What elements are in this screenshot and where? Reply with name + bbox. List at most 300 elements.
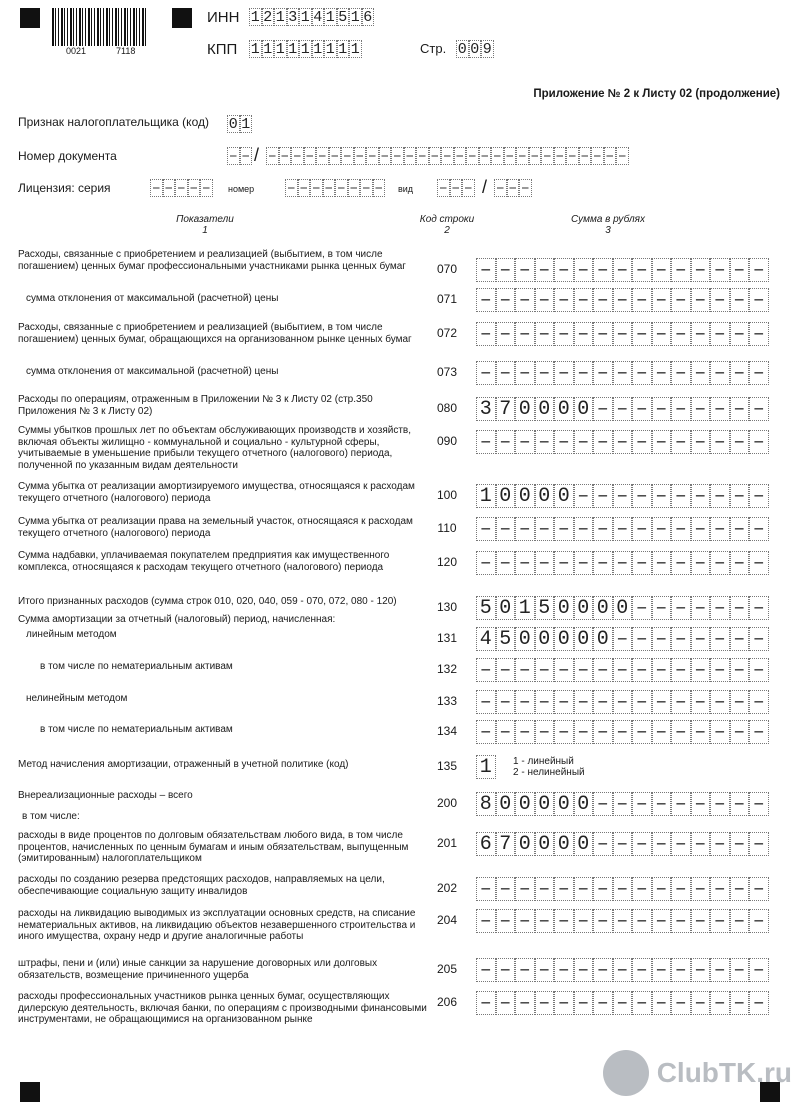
document-number-digit-cell[interactable]: –	[555, 148, 565, 165]
amount-digit-cell[interactable]: –	[574, 361, 594, 385]
amount-digit-cell[interactable]: –	[691, 288, 711, 312]
amount-digit-cell[interactable]: 0	[593, 627, 613, 651]
amount-digit-cell[interactable]: –	[730, 288, 750, 312]
amount-digit-cell[interactable]: –	[515, 909, 535, 933]
amount-digit-cell[interactable]: –	[730, 361, 750, 385]
amount-digit-cell[interactable]: –	[476, 958, 496, 982]
amount-digit-cell[interactable]: –	[652, 658, 672, 682]
amount-digit-cell[interactable]: –	[652, 832, 672, 856]
amount-digit-cell[interactable]: –	[574, 288, 594, 312]
amount-digit-cell[interactable]: –	[593, 397, 613, 421]
amount-digit-cell[interactable]: –	[535, 658, 555, 682]
amount-digit-cell[interactable]: –	[593, 909, 613, 933]
amount-digit-cell[interactable]: –	[593, 258, 613, 282]
amount-digit-cell[interactable]: –	[613, 991, 633, 1015]
amount-digit-cell[interactable]: –	[710, 258, 730, 282]
amount-digit-cell[interactable]: –	[476, 258, 496, 282]
amount-digit-cell[interactable]: –	[632, 690, 652, 714]
amount-digit-cell[interactable]: –	[691, 397, 711, 421]
amount-digit-cell[interactable]: –	[554, 720, 574, 744]
amount-digit-cell[interactable]: –	[496, 877, 516, 901]
amount-digit-cell[interactable]: –	[691, 258, 711, 282]
amount-digit-cell[interactable]: –	[496, 322, 516, 346]
kpp-digit-cell[interactable]: 1	[250, 41, 260, 58]
amount-digit-cell[interactable]: –	[554, 258, 574, 282]
amount-digit-cell[interactable]: –	[671, 991, 691, 1015]
inn-digit-cell[interactable]: 1	[325, 9, 335, 26]
amount-digit-cell[interactable]: –	[652, 792, 672, 816]
amount-digit-cell[interactable]: –	[749, 627, 769, 651]
license-number-digit-cell[interactable]: –	[286, 180, 296, 197]
amount-digit-cell[interactable]: –	[671, 258, 691, 282]
amount-digit-cell[interactable]: –	[515, 430, 535, 454]
kpp-digit-cell[interactable]: 1	[275, 41, 285, 58]
amount-digit-cell[interactable]: –	[730, 658, 750, 682]
amount-digit-cell[interactable]: –	[710, 832, 730, 856]
document-number-digit-cell[interactable]: –	[505, 148, 515, 165]
amount-digit-cell[interactable]: –	[554, 288, 574, 312]
amount-digit-cell[interactable]: –	[554, 361, 574, 385]
document-number-digit-cell[interactable]: –	[592, 148, 602, 165]
license-number-digit-cell[interactable]: –	[349, 180, 359, 197]
amount-digit-cell[interactable]: –	[652, 877, 672, 901]
amount-digit-cell[interactable]: –	[496, 288, 516, 312]
amount-digit-cell[interactable]: 0	[574, 627, 594, 651]
amount-digit-cell[interactable]: –	[574, 909, 594, 933]
amount-digit-cell[interactable]: –	[710, 397, 730, 421]
amount-digit-cell[interactable]: –	[515, 877, 535, 901]
amount-digit-cell[interactable]: –	[574, 551, 594, 575]
amount-digit-cell[interactable]: –	[730, 627, 750, 651]
amount-digit-cell[interactable]: –	[496, 430, 516, 454]
document-number-digit-cell[interactable]: –	[455, 148, 465, 165]
document-number-digit-cell[interactable]: –	[228, 148, 238, 165]
amount-digit-cell[interactable]: 0	[515, 792, 535, 816]
amount-digit-cell[interactable]: –	[632, 551, 652, 575]
taxpayer-sign-digit-cell[interactable]: 1	[241, 116, 251, 133]
amount-digit-cell[interactable]: –	[671, 322, 691, 346]
document-number-digit-cell[interactable]: –	[530, 148, 540, 165]
amount-digit-cell[interactable]: –	[691, 430, 711, 454]
amount-digit-cell[interactable]: –	[730, 792, 750, 816]
amount-digit-cell[interactable]: –	[671, 720, 691, 744]
amount-digit-cell[interactable]: –	[593, 832, 613, 856]
page-digit-cell[interactable]: 9	[482, 41, 492, 58]
amount-digit-cell[interactable]: –	[593, 322, 613, 346]
amount-digit-cell[interactable]: –	[515, 690, 535, 714]
amount-digit-cell[interactable]: –	[632, 991, 652, 1015]
amount-digit-cell[interactable]: 7	[496, 397, 516, 421]
amount-digit-cell[interactable]: –	[710, 484, 730, 508]
amount-digit-cell[interactable]: –	[730, 832, 750, 856]
kpp-digit-cell[interactable]: 1	[313, 41, 323, 58]
document-number-digit-cell[interactable]: –	[241, 148, 251, 165]
license-number-digit-cell[interactable]: –	[374, 180, 384, 197]
license-series-digit-cell[interactable]: –	[151, 180, 161, 197]
amount-digit-cell[interactable]: 0	[515, 484, 535, 508]
inn-digit-cell[interactable]: 1	[275, 9, 285, 26]
amount-digit-cell[interactable]: –	[710, 658, 730, 682]
kpp-digit-cell[interactable]: 1	[288, 41, 298, 58]
amount-digit-cell[interactable]: –	[730, 484, 750, 508]
amount-digit-cell[interactable]: 0	[574, 397, 594, 421]
amount-digit-cell[interactable]: –	[613, 877, 633, 901]
amount-digit-cell[interactable]: –	[710, 958, 730, 982]
inn-digit-cell[interactable]: 4	[313, 9, 323, 26]
amount-digit-cell[interactable]: –	[496, 258, 516, 282]
license-number-digit-cell[interactable]: –	[324, 180, 334, 197]
amount-digit-cell[interactable]: –	[652, 517, 672, 541]
amount-digit-cell[interactable]: –	[613, 361, 633, 385]
amount-digit-cell[interactable]: 0	[554, 397, 574, 421]
document-number-digit-cell[interactable]: –	[330, 148, 340, 165]
document-number-digit-cell[interactable]: –	[280, 148, 290, 165]
amount-digit-cell[interactable]: –	[496, 991, 516, 1015]
amount-digit-cell[interactable]: –	[632, 832, 652, 856]
kpp-digit-cell[interactable]: 1	[350, 41, 360, 58]
amount-digit-cell[interactable]: –	[710, 430, 730, 454]
amount-digit-cell[interactable]: –	[730, 517, 750, 541]
amount-digit-cell[interactable]: –	[691, 832, 711, 856]
amount-digit-cell[interactable]: –	[593, 517, 613, 541]
amount-digit-cell[interactable]: 0	[535, 832, 555, 856]
amount-digit-cell[interactable]: –	[554, 909, 574, 933]
amount-digit-cell[interactable]: –	[710, 627, 730, 651]
amount-digit-cell[interactable]: –	[691, 877, 711, 901]
amount-digit-cell[interactable]: 1	[515, 596, 535, 620]
amount-digit-cell[interactable]: –	[593, 430, 613, 454]
amount-digit-cell[interactable]: –	[652, 288, 672, 312]
amount-digit-cell[interactable]: –	[691, 551, 711, 575]
kpp-digit-cell[interactable]: 1	[338, 41, 348, 58]
amount-digit-cell[interactable]: –	[535, 720, 555, 744]
license-number-digit-cell[interactable]: –	[336, 180, 346, 197]
amount-digit-cell[interactable]: –	[730, 991, 750, 1015]
amount-digit-cell[interactable]: –	[535, 517, 555, 541]
amount-digit-cell[interactable]: –	[632, 627, 652, 651]
amount-digit-cell[interactable]: –	[652, 430, 672, 454]
amount-digit-cell[interactable]: –	[613, 958, 633, 982]
amount-digit-cell[interactable]: 1	[476, 755, 496, 779]
document-number-digit-cell[interactable]: –	[392, 148, 402, 165]
amount-digit-cell[interactable]: –	[476, 991, 496, 1015]
amount-digit-cell[interactable]: –	[574, 258, 594, 282]
amount-digit-cell[interactable]: 0	[554, 596, 574, 620]
amount-digit-cell[interactable]: –	[554, 958, 574, 982]
inn-digit-cell[interactable]: 1	[300, 9, 310, 26]
amount-digit-cell[interactable]: –	[730, 258, 750, 282]
license-number-digit-cell[interactable]: –	[311, 180, 321, 197]
amount-digit-cell[interactable]: –	[691, 909, 711, 933]
license-number-digit-cell[interactable]: –	[299, 180, 309, 197]
amount-digit-cell[interactable]: –	[613, 322, 633, 346]
amount-digit-cell[interactable]: –	[749, 596, 769, 620]
kpp-digit-cell[interactable]: 1	[263, 41, 273, 58]
kpp-digit-cell[interactable]: 1	[325, 41, 335, 58]
amount-digit-cell[interactable]: –	[632, 720, 652, 744]
amount-digit-cell[interactable]: –	[535, 958, 555, 982]
amount-digit-cell[interactable]: –	[632, 792, 652, 816]
amount-digit-cell[interactable]: –	[691, 361, 711, 385]
amount-digit-cell[interactable]: –	[554, 551, 574, 575]
amount-digit-cell[interactable]: –	[496, 720, 516, 744]
amount-digit-cell[interactable]: 5	[535, 596, 555, 620]
amount-digit-cell[interactable]: –	[671, 430, 691, 454]
amount-digit-cell[interactable]: –	[535, 991, 555, 1015]
amount-digit-cell[interactable]: –	[574, 322, 594, 346]
amount-digit-cell[interactable]: –	[574, 958, 594, 982]
document-number-digit-cell[interactable]: –	[567, 148, 577, 165]
amount-digit-cell[interactable]: –	[496, 551, 516, 575]
amount-digit-cell[interactable]: –	[593, 361, 613, 385]
license-number-digit-cell[interactable]: –	[361, 180, 371, 197]
amount-digit-cell[interactable]: –	[710, 792, 730, 816]
amount-digit-cell[interactable]: –	[632, 877, 652, 901]
amount-digit-cell[interactable]: –	[593, 991, 613, 1015]
amount-digit-cell[interactable]: –	[691, 596, 711, 620]
amount-digit-cell[interactable]: –	[535, 909, 555, 933]
amount-digit-cell[interactable]: –	[749, 551, 769, 575]
document-number-digit-cell[interactable]: –	[292, 148, 302, 165]
amount-digit-cell[interactable]: –	[496, 909, 516, 933]
document-number-digit-cell[interactable]: –	[342, 148, 352, 165]
inn-digit-cell[interactable]: 5	[338, 9, 348, 26]
amount-digit-cell[interactable]: –	[749, 288, 769, 312]
amount-digit-cell[interactable]: –	[613, 720, 633, 744]
amount-digit-cell[interactable]: –	[671, 958, 691, 982]
amount-digit-cell[interactable]: 1	[476, 484, 496, 508]
amount-digit-cell[interactable]: –	[574, 517, 594, 541]
amount-digit-cell[interactable]: –	[710, 322, 730, 346]
amount-digit-cell[interactable]: 0	[554, 484, 574, 508]
amount-digit-cell[interactable]: –	[652, 690, 672, 714]
license-series-digit-cell[interactable]: –	[176, 180, 186, 197]
amount-digit-cell[interactable]: –	[535, 551, 555, 575]
amount-digit-cell[interactable]: –	[632, 288, 652, 312]
amount-digit-cell[interactable]: –	[652, 720, 672, 744]
amount-digit-cell[interactable]: –	[652, 627, 672, 651]
amount-digit-cell[interactable]: –	[613, 517, 633, 541]
amount-digit-cell[interactable]: –	[671, 690, 691, 714]
amount-digit-cell[interactable]: –	[554, 517, 574, 541]
document-number-digit-cell[interactable]: –	[467, 148, 477, 165]
document-number-digit-cell[interactable]: –	[442, 148, 452, 165]
amount-digit-cell[interactable]: –	[652, 958, 672, 982]
amount-digit-cell[interactable]: –	[691, 517, 711, 541]
amount-digit-cell[interactable]: –	[613, 658, 633, 682]
amount-digit-cell[interactable]: –	[632, 958, 652, 982]
amount-digit-cell[interactable]: –	[671, 792, 691, 816]
amount-digit-cell[interactable]: –	[730, 877, 750, 901]
amount-digit-cell[interactable]: –	[632, 258, 652, 282]
amount-digit-cell[interactable]: –	[749, 832, 769, 856]
amount-digit-cell[interactable]: –	[691, 658, 711, 682]
amount-digit-cell[interactable]: –	[593, 690, 613, 714]
license-series-digit-cell[interactable]: –	[201, 180, 211, 197]
amount-digit-cell[interactable]: –	[613, 627, 633, 651]
document-number-digit-cell[interactable]: –	[492, 148, 502, 165]
amount-digit-cell[interactable]: –	[671, 627, 691, 651]
page-digit-cell[interactable]: 0	[457, 41, 467, 58]
amount-digit-cell[interactable]: –	[476, 322, 496, 346]
amount-digit-cell[interactable]: –	[613, 909, 633, 933]
amount-digit-cell[interactable]: –	[515, 958, 535, 982]
document-number-digit-cell[interactable]: –	[267, 148, 277, 165]
amount-digit-cell[interactable]: –	[593, 792, 613, 816]
amount-digit-cell[interactable]: 0	[613, 596, 633, 620]
amount-digit-cell[interactable]: –	[515, 720, 535, 744]
amount-digit-cell[interactable]: 0	[554, 792, 574, 816]
document-number-digit-cell[interactable]: –	[317, 148, 327, 165]
amount-digit-cell[interactable]: –	[593, 720, 613, 744]
amount-digit-cell[interactable]: –	[691, 958, 711, 982]
amount-digit-cell[interactable]: –	[496, 361, 516, 385]
amount-digit-cell[interactable]: –	[749, 958, 769, 982]
amount-digit-cell[interactable]: –	[749, 322, 769, 346]
amount-digit-cell[interactable]: –	[613, 690, 633, 714]
amount-digit-cell[interactable]: 4	[476, 627, 496, 651]
amount-digit-cell[interactable]: –	[554, 690, 574, 714]
amount-digit-cell[interactable]: –	[749, 397, 769, 421]
amount-digit-cell[interactable]: –	[652, 909, 672, 933]
amount-digit-cell[interactable]: –	[613, 551, 633, 575]
amount-digit-cell[interactable]: 0	[574, 792, 594, 816]
document-number-digit-cell[interactable]: –	[305, 148, 315, 165]
amount-digit-cell[interactable]: –	[632, 484, 652, 508]
amount-digit-cell[interactable]: –	[730, 720, 750, 744]
amount-digit-cell[interactable]: –	[535, 288, 555, 312]
amount-digit-cell[interactable]: –	[593, 288, 613, 312]
amount-digit-cell[interactable]: 6	[476, 832, 496, 856]
amount-digit-cell[interactable]: –	[515, 658, 535, 682]
amount-digit-cell[interactable]: –	[574, 690, 594, 714]
amount-digit-cell[interactable]: 3	[476, 397, 496, 421]
amount-digit-cell[interactable]: 0	[574, 596, 594, 620]
amount-digit-cell[interactable]: –	[535, 430, 555, 454]
amount-digit-cell[interactable]: –	[710, 551, 730, 575]
license-kind-digit-cell[interactable]: –	[520, 180, 530, 197]
amount-digit-cell[interactable]: –	[613, 397, 633, 421]
amount-digit-cell[interactable]: –	[593, 551, 613, 575]
amount-digit-cell[interactable]: –	[574, 658, 594, 682]
amount-digit-cell[interactable]: –	[574, 877, 594, 901]
amount-digit-cell[interactable]: –	[749, 361, 769, 385]
amount-digit-cell[interactable]: 5	[476, 596, 496, 620]
amount-digit-cell[interactable]: –	[749, 517, 769, 541]
amount-digit-cell[interactable]: –	[710, 909, 730, 933]
amount-digit-cell[interactable]: –	[593, 484, 613, 508]
amount-digit-cell[interactable]: –	[554, 991, 574, 1015]
amount-digit-cell[interactable]: –	[652, 484, 672, 508]
amount-digit-cell[interactable]: 0	[496, 484, 516, 508]
amount-digit-cell[interactable]: –	[671, 361, 691, 385]
amount-digit-cell[interactable]: –	[691, 720, 711, 744]
amount-digit-cell[interactable]: –	[671, 484, 691, 508]
amount-digit-cell[interactable]: –	[593, 958, 613, 982]
inn-digit-cell[interactable]: 1	[350, 9, 360, 26]
amount-digit-cell[interactable]: –	[691, 792, 711, 816]
amount-digit-cell[interactable]: –	[710, 288, 730, 312]
document-number-digit-cell[interactable]: –	[367, 148, 377, 165]
amount-digit-cell[interactable]: –	[476, 551, 496, 575]
amount-digit-cell[interactable]: –	[515, 517, 535, 541]
amount-digit-cell[interactable]: –	[671, 551, 691, 575]
amount-digit-cell[interactable]: –	[749, 258, 769, 282]
amount-digit-cell[interactable]: –	[632, 517, 652, 541]
amount-digit-cell[interactable]: –	[476, 720, 496, 744]
amount-digit-cell[interactable]: –	[671, 658, 691, 682]
amount-digit-cell[interactable]: –	[515, 288, 535, 312]
license-kind-digit-cell[interactable]: –	[463, 180, 473, 197]
amount-digit-cell[interactable]: –	[710, 720, 730, 744]
amount-digit-cell[interactable]: –	[476, 877, 496, 901]
document-number-digit-cell[interactable]: –	[417, 148, 427, 165]
amount-digit-cell[interactable]: –	[691, 322, 711, 346]
amount-digit-cell[interactable]: 0	[593, 596, 613, 620]
amount-digit-cell[interactable]: –	[515, 361, 535, 385]
amount-digit-cell[interactable]: –	[476, 909, 496, 933]
amount-digit-cell[interactable]: 5	[496, 627, 516, 651]
inn-digit-cell[interactable]: 1	[250, 9, 260, 26]
page-digit-cell[interactable]: 0	[470, 41, 480, 58]
amount-digit-cell[interactable]: –	[749, 484, 769, 508]
amount-digit-cell[interactable]: –	[515, 322, 535, 346]
amount-digit-cell[interactable]: –	[515, 551, 535, 575]
amount-digit-cell[interactable]: –	[749, 658, 769, 682]
amount-digit-cell[interactable]: –	[535, 877, 555, 901]
amount-digit-cell[interactable]: –	[671, 517, 691, 541]
amount-digit-cell[interactable]: –	[652, 361, 672, 385]
amount-digit-cell[interactable]: –	[671, 909, 691, 933]
amount-digit-cell[interactable]: –	[613, 258, 633, 282]
inn-digit-cell[interactable]: 3	[288, 9, 298, 26]
document-number-digit-cell[interactable]: –	[517, 148, 527, 165]
amount-digit-cell[interactable]: –	[593, 658, 613, 682]
amount-digit-cell[interactable]: –	[632, 322, 652, 346]
amount-digit-cell[interactable]: –	[535, 322, 555, 346]
amount-digit-cell[interactable]: –	[632, 596, 652, 620]
license-kind-digit-cell[interactable]: –	[438, 180, 448, 197]
amount-digit-cell[interactable]: –	[496, 690, 516, 714]
amount-digit-cell[interactable]: –	[515, 258, 535, 282]
amount-digit-cell[interactable]: 0	[496, 792, 516, 816]
amount-digit-cell[interactable]: –	[613, 430, 633, 454]
amount-digit-cell[interactable]: –	[574, 484, 594, 508]
amount-digit-cell[interactable]: –	[710, 361, 730, 385]
amount-digit-cell[interactable]: –	[613, 792, 633, 816]
amount-digit-cell[interactable]: –	[730, 430, 750, 454]
amount-digit-cell[interactable]: –	[710, 596, 730, 620]
amount-digit-cell[interactable]: –	[749, 909, 769, 933]
kpp-digit-cell[interactable]: 1	[300, 41, 310, 58]
amount-digit-cell[interactable]: –	[652, 991, 672, 1015]
amount-digit-cell[interactable]: –	[632, 361, 652, 385]
license-kind-digit-cell[interactable]: –	[451, 180, 461, 197]
amount-digit-cell[interactable]: –	[652, 397, 672, 421]
amount-digit-cell[interactable]: –	[652, 258, 672, 282]
inn-digit-cell[interactable]: 2	[263, 9, 273, 26]
amount-digit-cell[interactable]: 7	[496, 832, 516, 856]
amount-digit-cell[interactable]: –	[749, 430, 769, 454]
amount-digit-cell[interactable]: –	[671, 288, 691, 312]
document-number-digit-cell[interactable]: –	[617, 148, 627, 165]
amount-digit-cell[interactable]: –	[710, 991, 730, 1015]
license-kind-digit-cell[interactable]: –	[495, 180, 505, 197]
amount-digit-cell[interactable]: –	[574, 430, 594, 454]
amount-digit-cell[interactable]: –	[730, 909, 750, 933]
amount-digit-cell[interactable]: –	[749, 792, 769, 816]
amount-digit-cell[interactable]: –	[535, 258, 555, 282]
